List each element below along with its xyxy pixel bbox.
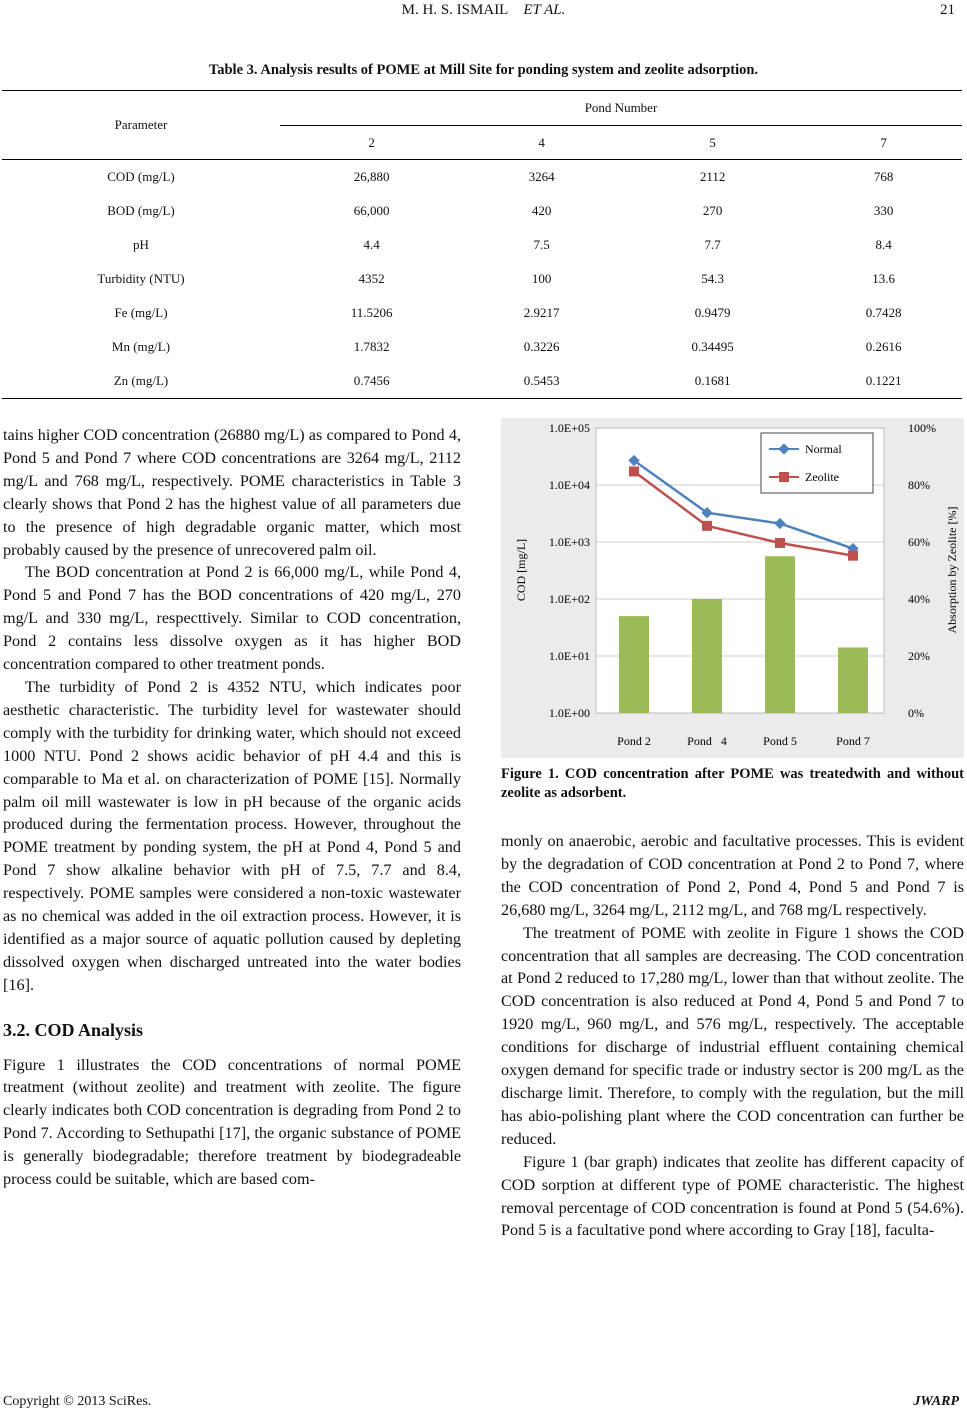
- table-row: [2, 330, 962, 364]
- bar: [692, 599, 722, 713]
- y2-tick-label: 60%: [908, 535, 930, 549]
- y2-tick-label: 40%: [908, 592, 930, 606]
- y-tick-label: 1.0E+01: [548, 649, 590, 663]
- figure-1: [501, 418, 964, 758]
- legend-label-normal: Normal: [805, 442, 842, 456]
- table-row: [2, 160, 962, 195]
- value-cell: 7.5: [533, 237, 550, 252]
- bar: [765, 556, 795, 713]
- paragraph: Figure 1 illustrates the COD concentrations of normal POME treatment (without zeolite) and treatment with zeolite. The figure clearly indicates both COD concentration is degrading from Pond 2 to Pond 7. According to Sethupathi [17], the organic substance of POME is generally biodegradable; therefore treatment by biodegradeable process could be suitable, which are based com-: [3, 1055, 461, 1189]
- value-cell: 0.1221: [865, 373, 902, 388]
- y2-tick-label: 80%: [908, 478, 930, 492]
- legend-marker-zeolite: [779, 472, 789, 482]
- paragraph: monly on anaerobic, aerobic and facultative processes. This is evident by the degradation of COD concentration at Pond 2 to Pond 7, where the COD concentration of Pond 2, Pond 4, Pond 5 and Pond 7 is 26,680 mg/L, 3264 mg/L, 2112 mg/L, and 768 mg/L respectively.: [501, 832, 964, 919]
- legend: [761, 433, 873, 493]
- value-cell: 0.34495: [691, 339, 734, 354]
- pond-header: 5: [620, 126, 805, 160]
- pond-header: 4: [463, 126, 620, 160]
- parameter-header: Parameter: [2, 91, 280, 160]
- x-tick-label: Pond 5: [763, 734, 797, 748]
- value-cell: 8.4: [875, 237, 892, 252]
- table-row: [2, 194, 962, 228]
- value-cell: 3264: [528, 169, 555, 184]
- author-name: M. H. S. ISMAIL: [401, 2, 509, 18]
- value-cell: 330: [873, 203, 894, 218]
- pond-header: 2: [280, 126, 463, 160]
- y-tick-label: 1.0E+04: [548, 478, 590, 492]
- param-cell: Mn (mg/L): [111, 339, 171, 354]
- table-row: [2, 262, 962, 296]
- value-cell: 4.4: [363, 237, 380, 252]
- value-cell: 768: [873, 169, 894, 184]
- bar: [838, 647, 868, 713]
- value-cell: 66,000: [353, 203, 390, 218]
- value-cell: 0.3226: [523, 339, 560, 354]
- value-cell: 13.6: [872, 271, 895, 286]
- y2-tick-label: 0%: [908, 706, 924, 720]
- param-cell: Fe (mg/L): [114, 305, 168, 320]
- param-cell: BOD (mg/L): [107, 203, 175, 218]
- page-number: 21: [940, 2, 955, 18]
- bar: [619, 616, 649, 713]
- y-tick-label: 1.0E+00: [548, 706, 590, 720]
- table-row: [2, 364, 962, 399]
- paragraph: The BOD concentration at Pond 2 is 66,000 mg/L, while Pond 4, Pond 5 and Pond 7 has the BOD concentrations of 420 mg/L, 270 mg/L and 330 mg/L, respecttively. Similar to COD concentration, Pond 2 contains less dissolve oxygen as it has higher BOD concentration compared to other treatment ponds.: [3, 563, 461, 674]
- param-cell: COD (mg/L): [107, 169, 175, 184]
- data-point: [848, 551, 858, 561]
- results-table: [2, 90, 962, 399]
- pond-number-header: Pond Number: [280, 91, 962, 126]
- paragraph: The treatment of POME with zeolite in Figure 1 shows the COD concentration that all samples are decreasing. The COD concentration at Pond 2 reduced to 17,280 mg/L, lower than that without zeolite. The COD concentration is also reduced at Pond 4, Pond 5 and Pond 7 to 1920 mg/L, 960 mg/L, and 576 mg/L, respectively. The acceptable conditions for discharge of industrial effluent containing chemical oxygen demand for specific trade or industry sector is 200 mg/L as the discharge limit. Therefore, to comply with the regulation, but the mill has abio-polishing plant where the COD concentration can further be reduced.: [501, 923, 964, 1148]
- left-column: [3, 424, 461, 1191]
- x-tick-label: Pond 7: [836, 734, 870, 748]
- value-cell: 270: [702, 203, 723, 218]
- cod-chart: [501, 418, 964, 758]
- value-cell: 100: [531, 271, 552, 286]
- table-row: [2, 296, 962, 330]
- value-cell: 0.7428: [865, 305, 902, 320]
- value-cell: 54.3: [701, 271, 724, 286]
- running-header: [0, 0, 967, 24]
- value-cell: 11.5206: [350, 305, 393, 320]
- value-cell: 26,880: [353, 169, 390, 184]
- param-cell: Zn (mg/L): [113, 373, 169, 388]
- x-tick-label: Pond 2: [617, 734, 651, 748]
- y2-axis-label: Absorption by Zeolite [%]: [945, 506, 959, 634]
- value-cell: 2112: [699, 169, 726, 184]
- data-point: [775, 538, 785, 548]
- figure-caption-text: Figure 1. COD concentration after POME was treatedwith and without zeolite as adsorbent.: [501, 766, 964, 801]
- value-cell: 2.9217: [523, 305, 560, 320]
- y2-tick-label: 20%: [908, 649, 930, 663]
- value-cell: 0.1681: [694, 373, 731, 388]
- param-cell: pH: [133, 237, 149, 252]
- param-cell: Turbidity (NTU): [97, 271, 185, 286]
- journal-name: JWARP: [913, 1394, 959, 1409]
- copyright: Copyright © 2013 SciRes.: [3, 1394, 152, 1409]
- value-cell: 0.9479: [694, 305, 731, 320]
- value-cell: 0.5453: [523, 373, 560, 388]
- data-point: [702, 521, 712, 531]
- value-cell: 4352: [358, 271, 385, 286]
- paragraph: Figure 1 (bar graph) indicates that zeolite has different capacity of COD sorption at different type of POME characteristic. The highest removal percentage of COD concentration is found at Pond 5 (54.6%). Pond 5 is a facultative pond where according to Gray [18], faculta-: [501, 1152, 964, 1240]
- y-tick-label: 1.0E+05: [548, 421, 590, 435]
- y-tick-label: 1.0E+02: [548, 592, 590, 606]
- paragraph: tains higher COD concentration (26880 mg/L) as compared to Pond 4, Pond 5 and Pond 7 where COD concentrations are 3264 mg/L, 2112 mg/L and 768 mg/L, respectively. POME characteristics in Table 3 clearly shows that Pond 2 has the highest value of all parameters due to the presence of high degradable organic matter, which most probably caused by the presence of unrecovered palm oil.: [3, 426, 461, 559]
- et-al: ET AL.: [523, 2, 566, 18]
- x-tick-label: Pond 4: [687, 734, 727, 748]
- table-row: [2, 228, 962, 262]
- running-title: [0, 2, 967, 19]
- section-heading: 3.2. COD Analysis: [3, 1019, 144, 1040]
- paragraph: The turbidity of Pond 2 is 4352 NTU, which indicates poor aesthetic characteristic. The turbidity level for wastewater should comply with the turbidity for drinking water, which should not exceed 1000 NTU. Pond 2 shows acidic behavior of pH 4.4 and this is comparable to Ma et al. on characterization of POME [15]. Normally palm oil mill wastewater is low in pH because of the organic acids produced during the fermentation process. However, throughout the POME treatment by ponding system, the pH at Pond 4, Pond 5 and Pond 7 show alkaline behavior with pH of 7.5, 7.7 and 8.4, respectively. POME samples were considered a non-toxic wastewater as no chemical was added in the oil extraction process. However, it is identified as a major source of aquatic pollution caused by depleting dissolved oxygen when discharged untreated into the water bodies [16].: [3, 677, 461, 994]
- legend-label-zeolite: Zeolite: [805, 470, 839, 484]
- data-point: [629, 466, 639, 476]
- table-caption: Table 3. Analysis results of POME at Mill Site for ponding system and zeolite adsorption.: [208, 62, 759, 78]
- y2-tick-label: 100%: [908, 421, 936, 435]
- value-cell: 1.7832: [353, 339, 390, 354]
- value-cell: 420: [531, 203, 552, 218]
- value-cell: 0.7456: [353, 373, 390, 388]
- value-cell: 7.7: [704, 237, 721, 252]
- figure-caption: [501, 765, 964, 803]
- y-tick-label: 1.0E+03: [548, 535, 590, 549]
- y-axis-label: COD [mg/L]: [514, 538, 528, 602]
- pond-header: 7: [805, 126, 962, 160]
- value-cell: 0.2616: [865, 339, 902, 354]
- right-column: [501, 830, 964, 1242]
